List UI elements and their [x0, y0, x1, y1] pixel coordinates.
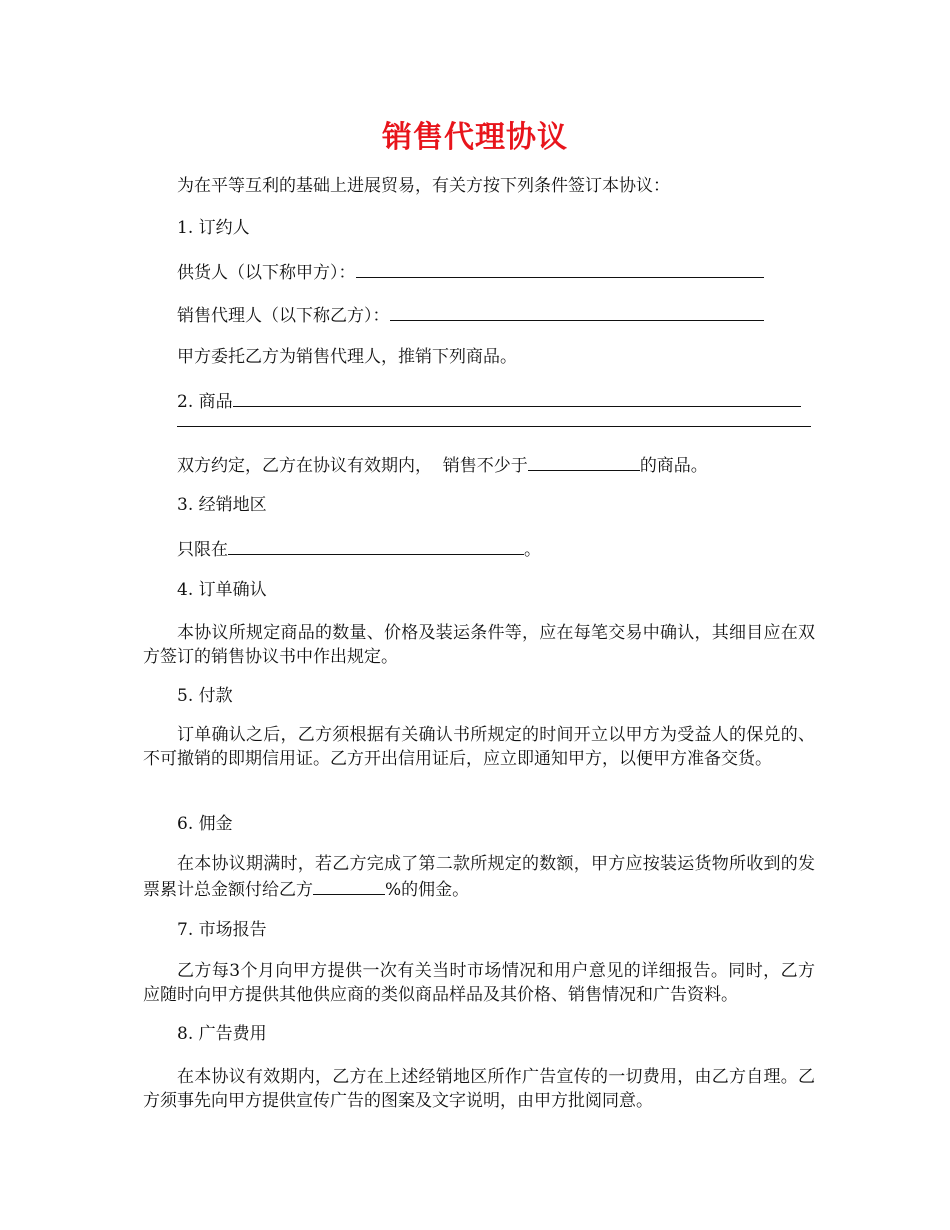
section-7-body: 乙方每3个月向甲方提供一次有关当时市场情况和用户意见的详细报告。同时，乙方应随时向甲方提供其他供应商的类似商品样品及其价格、销售情况和广告资料。 [143, 961, 815, 1005]
area-blank[interactable] [228, 536, 524, 555]
section-3-heading: 3. 经销地区 [177, 495, 267, 515]
quota-blank[interactable] [528, 452, 640, 471]
section-8-body: 在本协议有效期内，乙方在上述经销地区所作广告宣传的一切费用，由乙方自理。乙方须事先向甲方提供宣传广告的图案及文字说明，由甲方批阅同意。 [143, 1067, 815, 1111]
section-6-heading: 6. 佣金 [177, 814, 233, 834]
section-2-heading: 2. 商品 [177, 392, 233, 412]
agent-row [177, 302, 764, 328]
agent-label: 销售代理人（以下称乙方）： [177, 306, 390, 326]
section-5-heading: 5. 付款 [177, 686, 233, 706]
quota-suffix: 的商品。 [639, 456, 708, 476]
section-2-row [177, 388, 801, 414]
supplier-row [177, 259, 764, 285]
section-6-body [143, 852, 815, 902]
area-prefix: 只限在 [177, 540, 228, 560]
goods-blank-line-2[interactable] [177, 426, 811, 427]
document-title: 销售代理协议 [382, 120, 568, 155]
commission-blank[interactable] [313, 876, 385, 895]
agent-blank[interactable] [390, 302, 764, 321]
section-1-heading: 1. 订约人 [177, 218, 250, 238]
section-4-body: 本协议所规定商品的数量、价格及装运条件等，应在每笔交易中确认，其细目应在双方签订的销售协议书中作出规定。 [143, 623, 815, 667]
area-suffix: 。 [524, 540, 541, 560]
supplier-blank[interactable] [356, 259, 764, 278]
section-5-body: 订单确认之后，乙方须根据有关确认书所规定的时间开立以甲方为受益人的保兑的、不可撤销的即期信用证。乙方开出信用证后，应立即通知甲方，以便甲方准备交货。 [143, 725, 815, 769]
area-row [177, 536, 541, 562]
entrust-text: 甲方委托乙方为销售代理人，推销下列商品。 [177, 347, 517, 367]
goods-blank[interactable] [233, 388, 801, 407]
quota-prefix: 双方约定，乙方在协议有效期内， 销售不少于 [177, 456, 528, 476]
commission-suffix: %的佣金。 [385, 880, 470, 900]
commission-prefix: 在本协议期满时，若乙方完成了第二款所规定的数额，甲方应按装运货物所收到的发票累计总金额付给乙方 [143, 854, 815, 900]
section-4-heading: 4. 订单确认 [177, 580, 267, 600]
supplier-label: 供货人（以下称甲方）： [177, 263, 356, 283]
section-7-heading: 7. 市场报告 [177, 920, 267, 940]
section-8-heading: 8. 广告费用 [177, 1024, 267, 1044]
intro-text: 为在平等互利的基础上进展贸易，有关方按下列条件签订本协议： [177, 176, 670, 196]
quota-row [177, 452, 708, 478]
